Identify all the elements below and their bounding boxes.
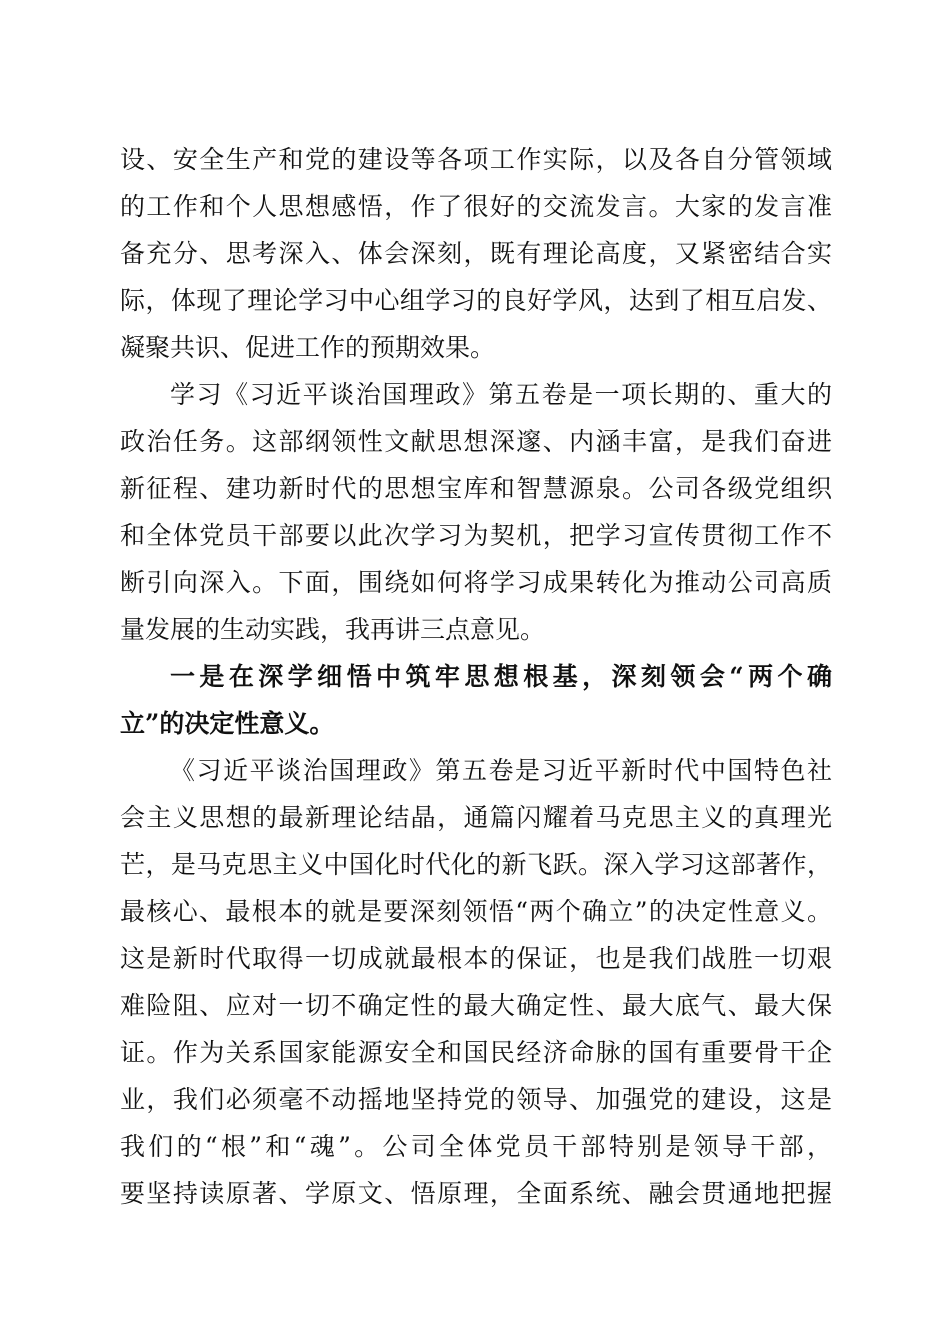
- text-line-1: 设、安全生产和党的建设等各项工作实际，以及各自分管领域: [120, 145, 832, 174]
- text-line-17: 最核心、最根本的就是要深刻领悟“两个确立”的决定性意义。: [120, 897, 832, 926]
- text-line-22: 我们的“根”和“魂”。公司全体党员干部特别是领导干部，: [120, 1132, 832, 1161]
- text-line-11: 量发展的生动实践，我再讲三点意见。: [120, 615, 546, 644]
- text-line-20: 证。作为关系国家能源安全和国民经济命脉的国有重要骨干企: [120, 1038, 832, 1067]
- text-line-21: 业，我们必须毫不动摇地坚持党的领导、加强党的建设，这是: [120, 1085, 832, 1114]
- text-line-9: 和全体党员干部要以此次学习为契机，把学习宣传贯彻工作不: [120, 521, 832, 550]
- text-line-23: 要坚持读原著、学原文、悟原理，全面系统、融会贯通地把握: [120, 1179, 832, 1208]
- text-line-19: 难险阻、应对一切不确定性的最大确定性、最大底气、最大保: [120, 991, 832, 1020]
- section-heading-first-line: 一是在深学细悟中筑牢思想根基，深刻领会“两个确: [170, 662, 832, 691]
- text-line-15: 会主义思想的最新理论结晶，通篇闪耀着马克思主义的真理光: [120, 803, 832, 832]
- text-line-8: 新征程、建功新时代的思想宝库和智慧源泉。公司各级党组织: [120, 474, 832, 503]
- text-line-10: 断引向深入。下面，围绕如何将学习成果转化为推动公司高质: [120, 568, 832, 597]
- section-heading-second-line: 立”的决定性意义。: [120, 709, 335, 738]
- text-line-18: 这是新时代取得一切成就最根本的保证，也是我们战胜一切艰: [120, 944, 832, 973]
- text-line-4: 际，体现了理论学习中心组学习的良好学风，达到了相互启发、: [120, 286, 832, 315]
- text-line-3: 备充分、思考深入、体会深刻，既有理论高度，又紧密结合实: [120, 239, 832, 268]
- text-line-2: 的工作和个人思想感悟，作了很好的交流发言。大家的发言准: [120, 192, 832, 221]
- paragraph-2-first-line: 学习《习近平谈治国理政》第五卷是一项长期的、重大的: [170, 380, 832, 409]
- paragraph-4-first-line: 《习近平谈治国理政》第五卷是习近平新时代中国特色社: [170, 756, 832, 785]
- text-line-5: 凝聚共识、促进工作的预期效果。: [120, 333, 496, 362]
- text-line-16: 芒，是马克思主义中国化时代化的新飞跃。深入学习这部著作，: [120, 850, 832, 879]
- text-line-7: 政治任务。这部纲领性文献思想深邃、内涵丰富，是我们奋进: [120, 427, 832, 456]
